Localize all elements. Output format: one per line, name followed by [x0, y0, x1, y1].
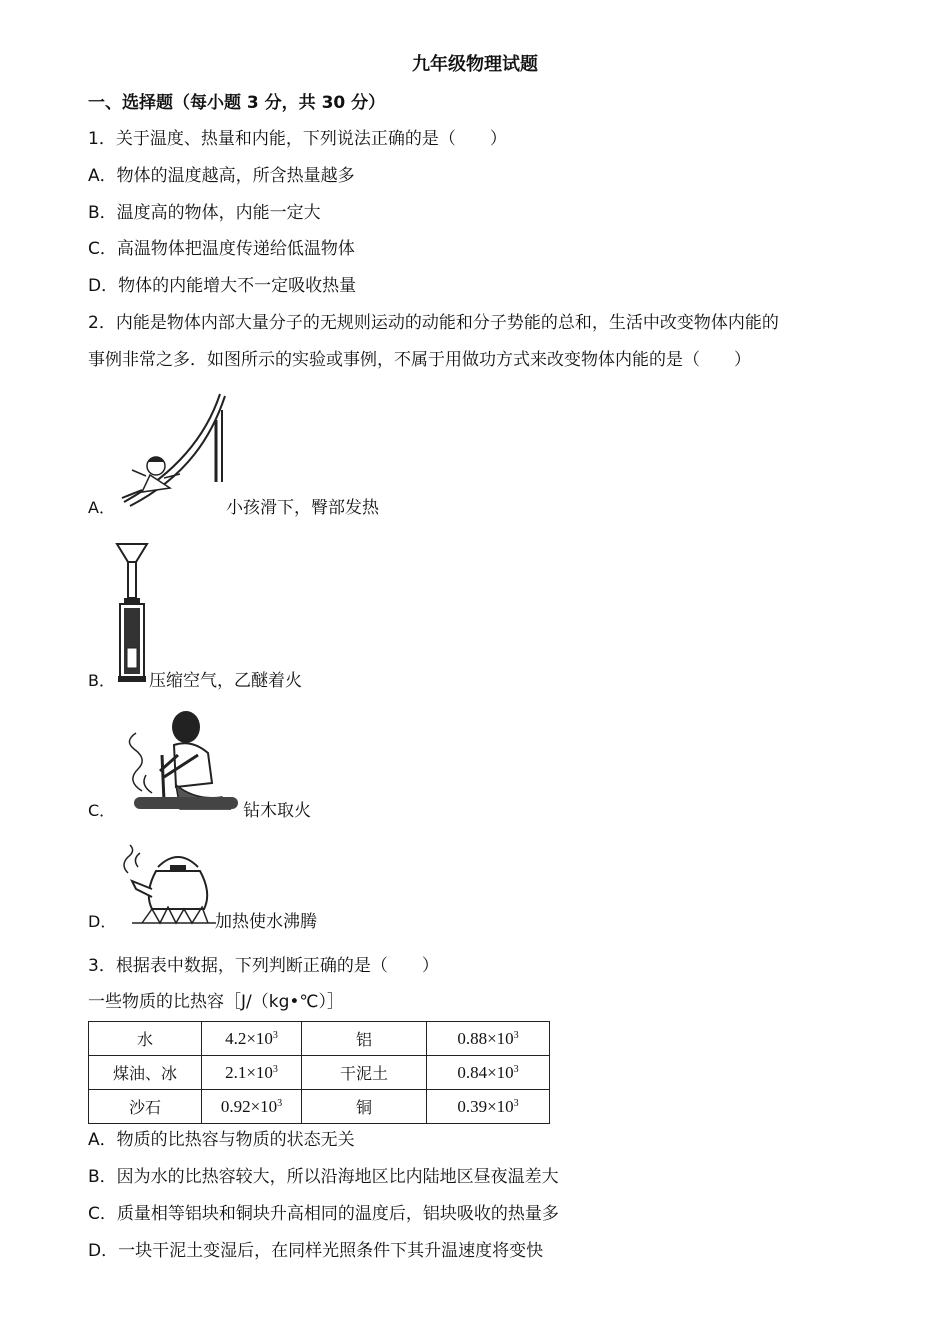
air-compression-tube-icon	[112, 540, 152, 685]
question-2-option-d-caption: 加热使水沸腾	[215, 912, 317, 932]
table-row	[89, 1022, 550, 1056]
table-cell: $0.92\times 10^3$	[202, 1090, 302, 1124]
question-2-option-a-caption: 小孩滑下，臀部发热	[226, 498, 379, 518]
table-cell: 铜	[302, 1090, 427, 1124]
question-1-option-d: D．物体的内能增大不一定吸收热量	[88, 276, 357, 296]
child-slide-icon	[112, 390, 227, 515]
table-cell: $4.2\times 10^3$	[202, 1022, 302, 1056]
table-cell: 煤油、冰	[89, 1056, 202, 1090]
table-cell: $2.1\times 10^3$	[202, 1056, 302, 1090]
table-cell: 沙石	[89, 1090, 202, 1124]
table-caption: 一些物质的比热容［J/（kg•℃）］	[88, 992, 344, 1012]
question-2-option-c-letter: C．	[88, 801, 116, 820]
question-2-stem-line2: 事例非常之多．如图所示的实验或事例，不属于用做功方式来改变物体内能的是（ ）	[88, 350, 751, 370]
specific-heat-table	[88, 1021, 550, 1124]
table-row	[89, 1090, 550, 1124]
question-3-option-c: C．质量相等铝块和铜块升高相同的温度后，铝块吸收的热量多	[88, 1204, 559, 1224]
question-3-stem: 3．根据表中数据，下列判断正确的是（ ）	[88, 956, 439, 976]
question-1-stem: 1．关于温度、热量和内能，下列说法正确的是（ ）	[88, 129, 507, 149]
table-cell: $0.39\times 10^3$	[427, 1090, 550, 1124]
question-2-option-b-letter: B．	[88, 671, 115, 690]
question-2-option-a-letter: A．	[88, 498, 115, 517]
section-heading: 一、选择题（每小题 3 分，共 30 分）	[88, 93, 386, 113]
table-cell: 铝	[302, 1022, 427, 1056]
question-1-option-c: C．高温物体把温度传递给低温物体	[88, 239, 355, 259]
question-3-option-d: D．一块干泥土变湿后，在同样光照条件下其升温速度将变快	[88, 1241, 544, 1261]
question-1-option-b: B．温度高的物体，内能一定大	[88, 203, 321, 223]
kettle-boiling-icon	[112, 843, 217, 928]
question-2-option-c-caption: 钻木取火	[243, 801, 311, 821]
question-3-option-b: B．因为水的比热容较大，所以沿海地区比内陆地区昼夜温差大	[88, 1167, 559, 1187]
table-cell: 水	[89, 1022, 202, 1056]
question-1-option-a: A．物体的温度越高，所含热量越多	[88, 166, 355, 186]
question-2-option-b-caption: 压缩空气，乙醚着火	[149, 671, 302, 691]
table-cell: $0.88\times 10^3$	[427, 1022, 550, 1056]
table-cell: 干泥土	[302, 1056, 427, 1090]
question-2-stem-line1: 2．内能是物体内部大量分子的无规则运动的动能和分子势能的总和，生活中改变物体内能的	[88, 313, 779, 333]
page-title: 九年级物理试题	[412, 54, 538, 75]
question-2-option-d-letter: D．	[88, 912, 117, 931]
table-row	[89, 1056, 550, 1090]
table-cell: $0.84\times 10^3$	[427, 1056, 550, 1090]
question-3-option-a: A．物质的比热容与物质的状态无关	[88, 1130, 355, 1150]
drill-wood-fire-icon	[112, 705, 244, 820]
